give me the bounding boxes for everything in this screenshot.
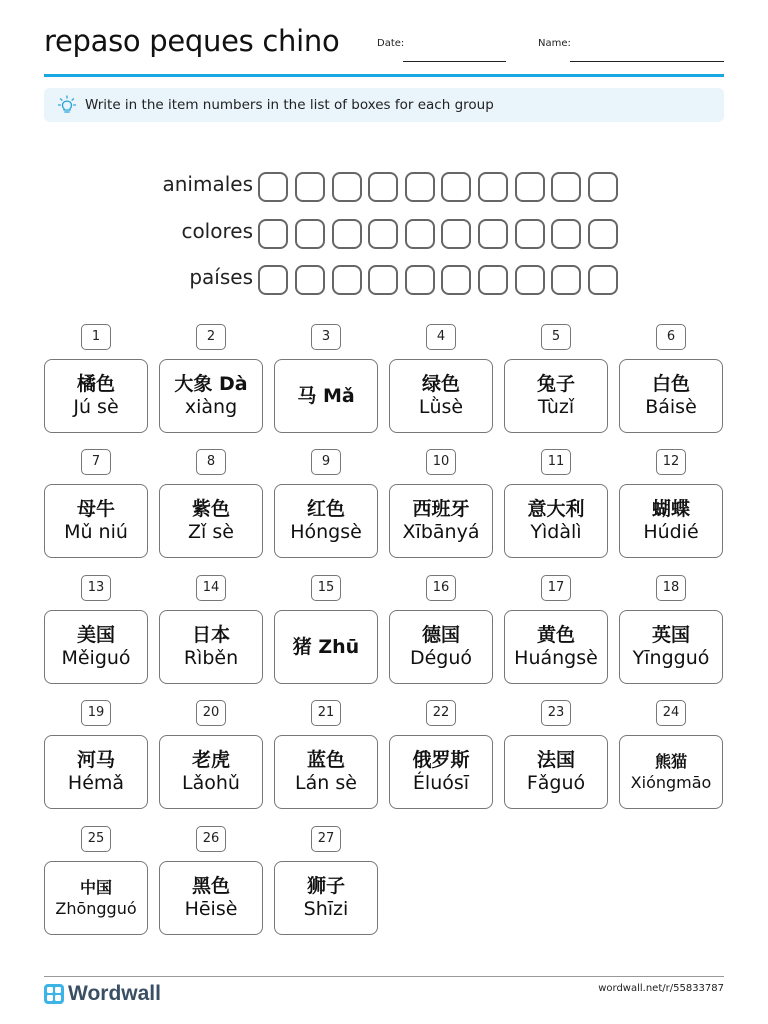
group-row — [0, 217, 768, 251]
answer-box[interactable] — [551, 219, 581, 249]
item-number-badge: 24 — [656, 700, 686, 726]
item-hanzi: 黑色 — [191, 875, 230, 897]
item-hanzi: 德国 — [421, 624, 460, 646]
item-hanzi: 猪 Zhū — [292, 635, 360, 658]
item-number-badge: 22 — [426, 700, 456, 726]
item-hanzi: 白色 — [651, 373, 690, 395]
item-pinyin: Hóngsè — [290, 521, 362, 543]
item-hanzi: 蓝色 — [306, 749, 345, 771]
item-card — [619, 359, 723, 433]
item-hanzi: 熊猫 — [654, 752, 687, 771]
item-number-badge: 21 — [311, 700, 341, 726]
item-pinyin: Hēisè — [184, 898, 238, 920]
item-card — [389, 484, 493, 558]
header-divider — [44, 74, 724, 77]
group-label: colores — [181, 219, 253, 243]
item-hanzi: 橘色 — [76, 373, 115, 395]
item-number-badge: 11 — [541, 449, 571, 475]
answer-box[interactable] — [478, 265, 508, 295]
answer-box[interactable] — [368, 265, 398, 295]
item-number-badge: 1 — [81, 324, 111, 350]
item-pinyin: Huángsè — [514, 647, 598, 669]
item-hanzi: 西班牙 — [412, 498, 470, 520]
item-card — [159, 610, 263, 684]
item-hanzi: 马 Mǎ — [297, 384, 355, 407]
item-hanzi: 日本 — [191, 624, 230, 646]
item-number-badge: 3 — [311, 324, 341, 350]
item-pinyin: Yìdàlì — [530, 521, 582, 543]
item-number-badge: 25 — [81, 826, 111, 852]
item-card — [44, 484, 148, 558]
item-number-badge: 18 — [656, 575, 686, 601]
item-hanzi: 中国 — [79, 878, 112, 897]
item-pinyin: Xībānyá — [402, 521, 480, 543]
group-label: países — [189, 265, 253, 289]
answer-box[interactable] — [258, 265, 288, 295]
answer-box[interactable] — [515, 265, 545, 295]
answer-box[interactable] — [478, 219, 508, 249]
item-card — [389, 735, 493, 809]
item-card — [504, 359, 608, 433]
answer-box[interactable] — [478, 172, 508, 202]
item-hanzi: 美国 — [76, 624, 115, 646]
item-number-badge: 10 — [426, 449, 456, 475]
item-card — [44, 610, 148, 684]
item-card — [159, 861, 263, 935]
item-pinyin: Rìběn — [183, 647, 239, 669]
instruction-banner — [44, 88, 724, 122]
answer-box[interactable] — [405, 172, 435, 202]
item-card — [159, 735, 263, 809]
item-pinyin: Xióngmāo — [630, 773, 712, 792]
item-hanzi: 狮子 — [306, 875, 345, 897]
answer-box[interactable] — [258, 219, 288, 249]
item-pinyin: Shīzi — [303, 898, 349, 920]
item-hanzi: 河马 — [76, 749, 115, 771]
item-card — [274, 861, 378, 935]
item-hanzi: 俄罗斯 — [412, 749, 470, 771]
item-hanzi: 英国 — [651, 624, 690, 646]
group-row — [0, 263, 768, 297]
item-card — [274, 735, 378, 809]
item-hanzi: 母牛 — [76, 498, 115, 520]
answer-box[interactable] — [258, 172, 288, 202]
answer-box[interactable] — [588, 219, 618, 249]
wordwall-logo-text: Wordwall — [68, 982, 161, 1005]
lightbulb-icon — [57, 95, 77, 115]
footer-url[interactable]: wordwall.net/r/55833787 — [598, 983, 724, 994]
date-field[interactable] — [403, 61, 506, 62]
item-pinyin: Mǔ niú — [64, 521, 128, 543]
answer-box[interactable] — [295, 265, 325, 295]
item-card — [44, 861, 148, 935]
item-card — [619, 735, 723, 809]
item-hanzi: 黄色 — [536, 624, 575, 646]
item-pinyin: Jú sè — [73, 396, 119, 418]
wordwall-logo[interactable] — [44, 982, 161, 1006]
item-number-badge: 20 — [196, 700, 226, 726]
item-hanzi: 法国 — [536, 749, 575, 771]
item-number-badge: 8 — [196, 449, 226, 475]
item-card — [44, 735, 148, 809]
item-number-badge: 23 — [541, 700, 571, 726]
item-hanzi: 意大利 — [527, 498, 585, 520]
item-pinyin: Hémǎ — [67, 772, 125, 794]
item-pinyin: Yīngguó — [632, 647, 710, 669]
item-card — [504, 484, 608, 558]
answer-box[interactable] — [295, 172, 325, 202]
item-pinyin: Zǐ sè — [188, 521, 234, 543]
answer-box[interactable] — [332, 172, 362, 202]
item-number-badge: 27 — [311, 826, 341, 852]
item-number-badge: 26 — [196, 826, 226, 852]
item-number-badge: 6 — [656, 324, 686, 350]
item-hanzi: 绿色 — [421, 373, 460, 395]
item-hanzi: 蝴蝶 — [651, 498, 690, 520]
item-number-badge: 12 — [656, 449, 686, 475]
footer-divider — [44, 976, 724, 977]
name-label: Name: — [538, 38, 571, 49]
item-number-badge: 19 — [81, 700, 111, 726]
item-pinyin: Báisè — [645, 396, 697, 418]
item-hanzi: 兔子 — [536, 373, 575, 395]
answer-box[interactable] — [588, 265, 618, 295]
answer-box[interactable] — [368, 172, 398, 202]
answer-box[interactable] — [515, 219, 545, 249]
date-label: Date: — [377, 38, 405, 49]
answer-box[interactable] — [368, 219, 398, 249]
item-hanzi: 紫色 — [191, 498, 230, 520]
item-card — [274, 484, 378, 558]
item-pinyin: Lán sè — [295, 772, 357, 794]
item-card — [159, 484, 263, 558]
answer-box[interactable] — [332, 265, 362, 295]
item-card — [159, 359, 263, 433]
answer-box[interactable] — [441, 172, 471, 202]
item-card — [504, 735, 608, 809]
item-number-badge: 4 — [426, 324, 456, 350]
name-field[interactable] — [570, 61, 724, 62]
item-card — [274, 359, 378, 433]
answer-box[interactable] — [551, 265, 581, 295]
item-hanzi: 红色 — [306, 498, 345, 520]
item-number-badge: 9 — [311, 449, 341, 475]
item-card — [389, 359, 493, 433]
item-number-badge: 7 — [81, 449, 111, 475]
instruction-text: Write in the item numbers in the list of boxes for each group — [85, 97, 494, 113]
wordwall-logo-icon — [44, 984, 64, 1004]
item-pinyin: xiàng — [184, 396, 238, 418]
item-pinyin: Zhōngguó — [55, 899, 137, 918]
item-number-badge: 5 — [541, 324, 571, 350]
item-card — [274, 610, 378, 684]
item-pinyin: Déguó — [409, 647, 473, 669]
worksheet-title: repaso peques chino — [44, 24, 340, 58]
answer-box[interactable] — [515, 172, 545, 202]
item-card — [44, 359, 148, 433]
item-number-badge: 17 — [541, 575, 571, 601]
item-pinyin: Fǎguó — [526, 772, 586, 794]
item-pinyin: Húdié — [643, 521, 699, 543]
item-number-badge: 14 — [196, 575, 226, 601]
item-pinyin: Měiguó — [61, 647, 131, 669]
item-card — [504, 610, 608, 684]
item-number-badge: 2 — [196, 324, 226, 350]
group-label: animales — [162, 172, 253, 196]
answer-box[interactable] — [295, 219, 325, 249]
item-card — [619, 484, 723, 558]
item-hanzi: 大象 Dà — [174, 373, 248, 395]
answer-box[interactable] — [588, 172, 618, 202]
item-pinyin: Lǎohǔ — [182, 772, 240, 794]
item-number-badge: 16 — [426, 575, 456, 601]
item-pinyin: Lǜsè — [418, 396, 464, 418]
item-card — [619, 610, 723, 684]
answer-box[interactable] — [405, 219, 435, 249]
item-card — [389, 610, 493, 684]
item-pinyin: Éluósī — [412, 772, 470, 794]
answer-box[interactable] — [551, 172, 581, 202]
answer-box[interactable] — [405, 265, 435, 295]
group-row — [0, 170, 768, 204]
answer-box[interactable] — [441, 219, 471, 249]
item-pinyin: Tùzǐ — [537, 396, 575, 418]
item-hanzi: 老虎 — [191, 749, 230, 771]
item-number-badge: 15 — [311, 575, 341, 601]
answer-box[interactable] — [441, 265, 471, 295]
item-number-badge: 13 — [81, 575, 111, 601]
answer-box[interactable] — [332, 219, 362, 249]
